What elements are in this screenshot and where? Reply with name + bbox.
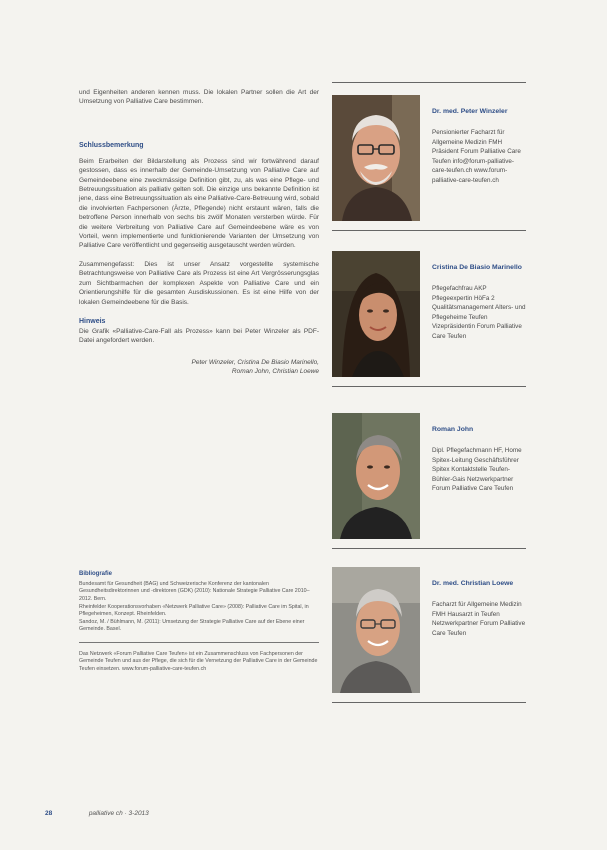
- page-footer: [45, 810, 205, 817]
- bibliography-ref: Bundesamt für Gesundheit (BAG) und Schweizerische Konferenz der kantonalen Gesundheitsdirektorinnen und -direktoren (GDK) (2010): Nationale Strategie Palliative Care 2010–2012. Bern.: [79, 581, 310, 602]
- profile-name: Cristina De Biasio Marinello: [432, 264, 522, 271]
- bibliography-ref: Rheinfelder Kooperationsvorhaben «Netzwerk Palliative Care» (2008): Palliative Care im Spital, in Pflegeheimen, Konzept. Rheinfelden.: [79, 603, 309, 618]
- magazine-name: palliative ch · 3-2013: [88, 810, 149, 817]
- profile-info: [432, 425, 526, 494]
- portrait-photo: [332, 95, 420, 221]
- profile-divider: [332, 548, 526, 549]
- profile-cristina-de-biasio-marinello: [332, 238, 526, 390]
- profile-info: [432, 579, 526, 638]
- profile-name: Dr. med. Peter Winzeler: [432, 108, 508, 115]
- bibliography-divider: [79, 642, 319, 643]
- page-number: 28: [45, 810, 53, 817]
- profile-info: [432, 263, 526, 342]
- hint-heading: Hinweis: [79, 317, 106, 325]
- bibliography-box: [79, 570, 319, 674]
- profile-divider: [332, 702, 526, 703]
- profile-role: Dipl. Pflegefachmann HF, Home Spitex-Leitung Geschäftsführer Spitex Kontaktstelle Teufen-Bühler-Gais Netzwerkpartner Forum Palliative Care Teufen: [432, 447, 522, 493]
- profile-info: [432, 107, 526, 186]
- final-remarks-paragraph-1: Beim Erarbeiten der Bildarstellung als Prozess sind wir fortwährend darauf gestossen, dass es innerhalb der Gemeinde-Umsetzung von Palliative Care auf Gemeindeebene eine zweckmässige Definition gibt, zu, als was eine Pflege- und Betreuungssituation als palliativ gelten soll. Die einzige uns bekannte Definition ist jene, dass eine Betreuungssituation als eine Palliative-Care-Betreuung wird, sobald die involvierten Fachpersonen (Ärzte, Pflegende) nicht erstaunt wären, falls die betroffene Person innerhalb von sechs bis zwölf Monaten versterben würde. Für die weitere Verbreitung von Palliative Care auf Gemeindeebene wäre es von Vorteil, wenn implementierte und funktionierende Varianten der Umsetzung von Palliative Care veröffentlicht und gegenseitig ausgetauscht werden würden.: [79, 157, 319, 250]
- profile-role: Facharzt für Allgemeine Medizin FMH Hausarzt in Teufen Netzwerkpartner Forum Palliative Care Teufen: [432, 601, 526, 637]
- bibliography-ref: Sandoz, M. / Bühlmann, M. (2011): Umsetzung der Strategie Palliative Care auf der Ebene einer Gemeinde. Basel.: [79, 619, 305, 633]
- article-column: [79, 88, 319, 377]
- portrait-photo: [332, 567, 420, 693]
- article-authors: [79, 358, 319, 377]
- profile-name: Roman John: [432, 426, 474, 433]
- authors-line-2: Roman John, Christian Loewe: [231, 368, 319, 376]
- profile-name: Dr. med. Christian Loewe: [432, 580, 514, 587]
- final-remarks-heading: Schlussbemerkung: [79, 141, 144, 149]
- hint-text: Die Grafik «Palliative-Care-Fall als Prozess» kann bei Peter Winzeler als PDF-Datei angefordert werden.: [79, 327, 319, 345]
- authors-line-1: Peter Winzeler, Cristina De Biasio Marinello,: [191, 358, 319, 366]
- portrait-photo: [332, 251, 420, 377]
- profile-role: Pflegefachfrau AKP Pflegeexpertin HöFa 2 Qualitätsmanagement Alters- und Pflegeheime Teufen Vizepräsidentin Forum Palliative Care Teufen: [432, 285, 526, 340]
- article-intro: und Eigenheiten anderen kennen muss. Die lokalen Partner sollen die Art der Umsetzung von Palliative Care bestimmen.: [79, 89, 319, 106]
- portrait-photo: [332, 413, 420, 539]
- profile-roman-john: [332, 400, 526, 552]
- profile-divider: [332, 82, 526, 83]
- profile-divider: [332, 386, 526, 387]
- profile-christian-loewe: [332, 554, 526, 706]
- profile-divider: [332, 230, 526, 231]
- profile-peter-winzeler: [332, 82, 526, 234]
- final-remarks-paragraph-2: Zusammengefasst: Dies ist unser Ansatz vorgestellte systemische Betrachtungsweise von Palliative Care als Prozess ist eine Art Vergrösserungsglas zum Sichtbarmachen der komplexen Aspekte von Palliative Care und ein Orientierungshilfe für die gesamten Ausdiskussionen. Es ist eine Hilfe von der lokalen Gemeindeebene für die Basis.: [79, 260, 319, 306]
- bibliography-heading: Bibliografie: [79, 571, 113, 577]
- profile-role: Pensionierter Facharzt für Allgemeine Medizin FMH Präsident Forum Palliative Care Teufen info@forum-palliative-care-teufen.ch www.forum-palliative-care-teufen.ch: [432, 129, 521, 184]
- network-note: Das Netzwerk «Forum Palliative Care Teufen» ist ein Zusammenschluss von Fachpersonen der Gemeinde Teufen und aus der Pflege, die sich für die Vernetzung der Palliative Care in der Gemeinde Teufen einsetzen. www.forum-palliative-care-teufen.ch: [79, 650, 318, 673]
